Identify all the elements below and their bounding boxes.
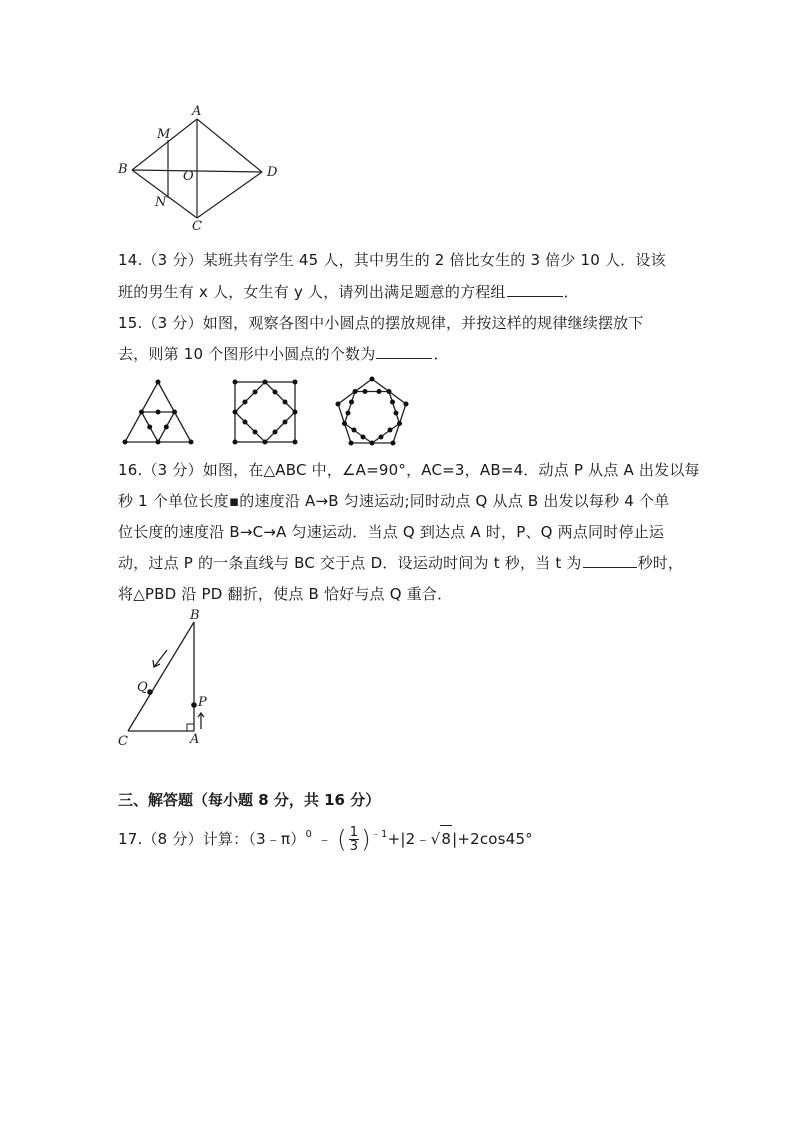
frac-den: 3 <box>349 839 359 854</box>
label-p: P <box>198 695 207 710</box>
label-n: N <box>155 195 167 210</box>
rhombus-figure <box>110 100 290 235</box>
q14-line2 <box>118 282 579 302</box>
q14-line2-text: 班的男生有 x 人，女生有 y 人，请列出满足题意的方程组 <box>118 283 506 301</box>
q16-line1: 16.（3 分）如图，在△ABC 中，∠A=90°，AC=3，AB=4．动点 P 从点 A 出发以每 <box>118 461 700 479</box>
q17-exp0: 0 <box>305 829 313 840</box>
edge-ad <box>197 119 262 172</box>
q17-sqrt-arg: 8 <box>440 825 452 852</box>
q17-suffix: +2cos45° <box>457 830 533 848</box>
point-q <box>147 689 153 695</box>
q15-answer-blank[interactable] <box>376 344 432 359</box>
sqrt-sign: √ <box>430 830 441 848</box>
abs-bar-right: | <box>452 830 458 848</box>
q16-line4-end: 秒时， <box>637 554 684 572</box>
q16-line3: 位长度的速度沿 B→C→A 匀速运动．当点 Q 到达点 A 时，P、Q 两点同时停止运 <box>118 523 665 541</box>
abs-bar-left: | <box>400 830 406 848</box>
q17-expression <box>118 822 533 853</box>
frac-num: 1 <box>349 825 359 840</box>
label-b: B <box>118 162 128 177</box>
square-figure <box>235 382 295 442</box>
section-title: 三、解答题（每小题 8 分，共 16 分） <box>118 791 381 809</box>
q14-line2-end: ． <box>563 283 579 301</box>
q15-line2-text: 去，则第 10 个图形中小圆点的个数为 <box>118 345 376 363</box>
label-q: Q <box>137 680 148 695</box>
right-angle-mark <box>187 724 194 731</box>
right-triangle-figure <box>112 605 222 750</box>
q17-minus: ﹣ <box>316 830 333 848</box>
q15-line2 <box>118 344 449 364</box>
q16-line5: 将△PBD 沿 PD 翻折，使点 B 恰好与点 Q 重合． <box>118 585 453 603</box>
q16-line2: 秒 1 个单位长度▪的速度沿 A→B 匀速运动;同时动点 Q 从点 B 出发以每秒 4 个单 <box>118 492 670 510</box>
label-b: B <box>190 608 200 623</box>
q17-abs-inner: 2﹣ <box>405 830 431 848</box>
label-a: A <box>190 732 200 747</box>
arrow-bc <box>154 650 167 667</box>
q15-line2-end: ． <box>433 345 449 363</box>
label-a: A <box>192 104 202 119</box>
label-c: C <box>192 219 202 234</box>
q16-line4 <box>118 553 683 573</box>
label-c: C <box>118 734 128 749</box>
triangle-dots <box>123 380 194 445</box>
q17-plus: + <box>387 830 401 848</box>
label-d: D <box>267 165 278 180</box>
left-paren: ( <box>337 825 347 854</box>
side-bc <box>128 622 194 731</box>
q16-answer-blank[interactable] <box>583 553 637 568</box>
q17-prefix: 17.（8 分）计算：（3﹣π） <box>118 830 306 848</box>
dot-pattern-figures <box>118 375 438 450</box>
q16-line4-text: 动，过点 P 的一条直线与 BC 交于点 D．设运动时间为 t 秒，当 t 为 <box>118 554 582 572</box>
q15-line1: 15.（3 分）如图，观察各图中小圆点的摆放规律，并按这样的规律继续摆放下 <box>118 314 644 332</box>
pentagon-dots <box>336 377 409 446</box>
label-o: O <box>183 169 194 184</box>
q17-exp-neg1: ﹣1 <box>370 829 388 840</box>
label-m: M <box>157 127 171 142</box>
edge-cd <box>197 172 262 218</box>
right-paren: ) <box>361 825 371 854</box>
square-dots <box>233 380 298 445</box>
q14-answer-blank[interactable] <box>507 282 563 297</box>
q14-line1: 14.（3 分）某班共有学生 45 人，其中男生的 2 倍比女生的 3 倍少 10 人．设该 <box>118 251 666 269</box>
q17-fraction <box>349 826 359 853</box>
point-p <box>191 702 197 708</box>
